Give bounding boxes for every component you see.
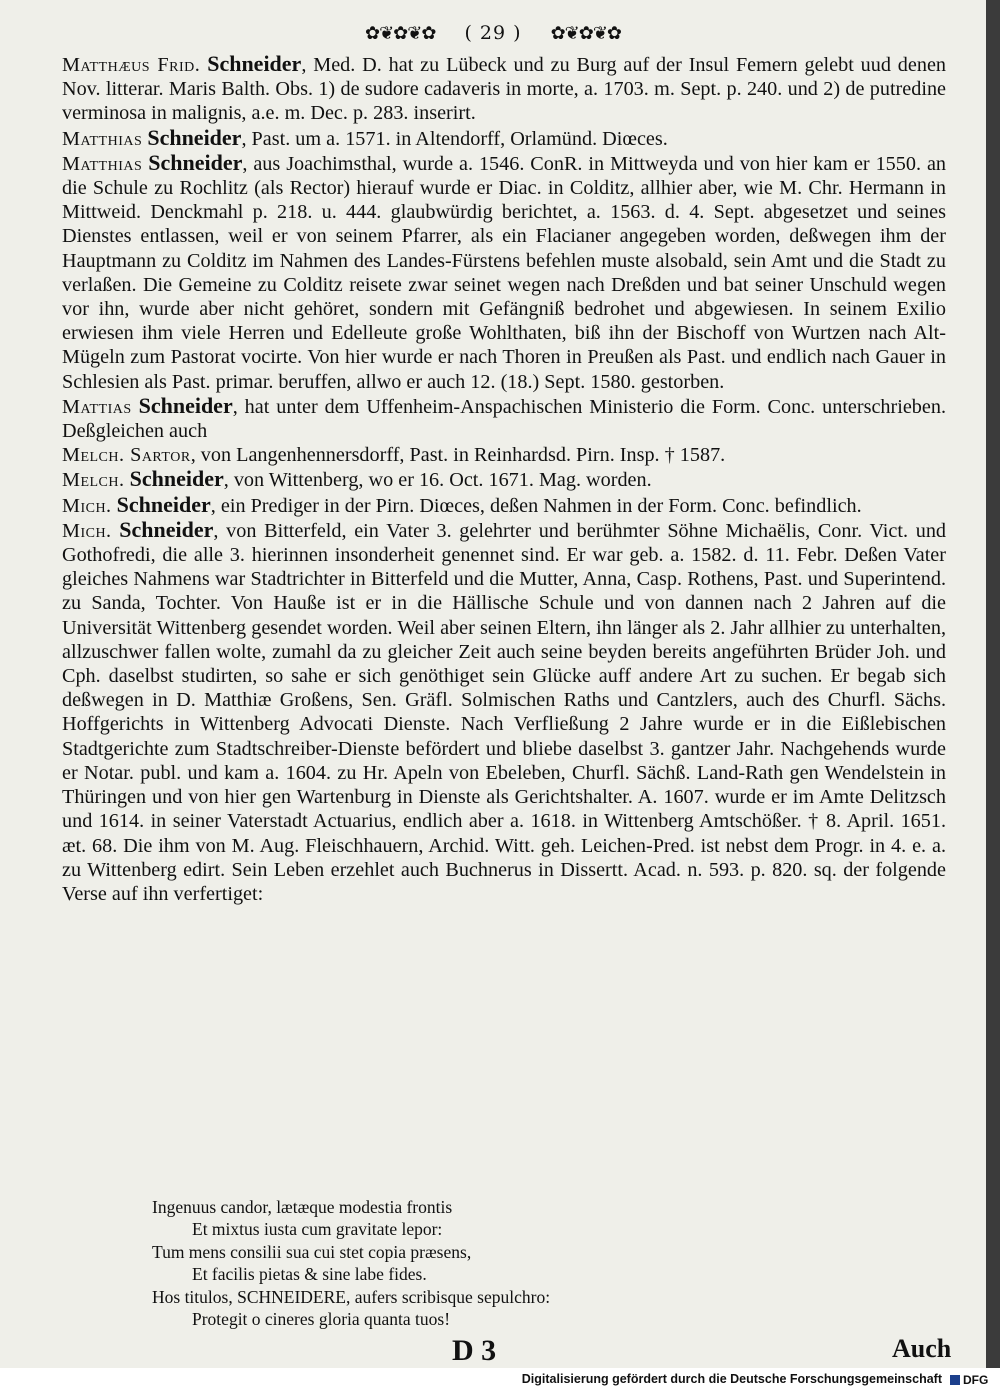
entry-name: Matthias xyxy=(62,152,143,175)
dfg-logo xyxy=(950,1371,994,1388)
entry xyxy=(62,443,946,467)
entry-text: , von Wittenberg, wo er 16. Oct. 1671. Mag. worden. xyxy=(223,469,652,492)
verse-line: Protegit o cineres gloria quanta tuos! xyxy=(192,1309,451,1330)
scan-edge xyxy=(986,0,1000,1368)
entry-name: Matthias xyxy=(62,127,143,150)
entry xyxy=(62,151,946,394)
entry-surname: Schneider xyxy=(119,516,214,542)
entry-surname: Schneider xyxy=(148,149,243,175)
verse-line: Et facilis pietas & sine labe fides. xyxy=(192,1264,427,1285)
entry-name: Matthæus Frid. xyxy=(62,54,201,76)
entry-text: , ein Prediger in der Pirn. Diœces, deßen Nahmen in der Form. Conc. befindlich. xyxy=(210,494,862,517)
entry-name: Mich. xyxy=(62,519,112,542)
verse-line: Tum mens consilii sua cui stet copia præsens, xyxy=(152,1241,472,1262)
entry xyxy=(62,394,946,443)
entry-text: , von Langenhennersdorff, Past. in Reinhardsd. Pirn. Insp. † 1587. xyxy=(190,444,726,467)
entries-body xyxy=(62,52,946,906)
entry-name: Melch. Sartor xyxy=(62,444,191,467)
epitaph-verse xyxy=(152,1196,972,1330)
entry-surname: Schneider xyxy=(207,51,302,76)
entry-name: Mattias xyxy=(62,395,132,418)
entry xyxy=(62,493,946,518)
catchword: Auch xyxy=(892,1334,952,1363)
verse-line: Hos titulos, SCHNEIDERE, aufers scribisque sepulchro: xyxy=(152,1286,551,1307)
entry-text: , aus Joachimsthal, wurde a. 1546. ConR. in Mittweyda und von hier kam er 1550. an die Schule zu Rochlitz (als Rector) hierauf wurde er Diac. in Colditz, allhier aber, wie M. Chr. Hermann in Mittweid. Denckmahl p. 218. u. 444. glaubwürdig berichtet, a. 1563. d. 4. Sept. abgesetzet und seines Dienstes entlassen, weil er von seinem Pfarrer, als ein Flacianer angegeben worden, deßwegen ihm der Hauptmann zu Colditz im Nahmen des Landes-Fürstens befehlen muste alsobald, sein Amt und die Stadt zu verlaßen. Die Gemeine zu Colditz reisete zwar seinet wegen nach Dreßden und bat seiner Unschuld wegen vor ihn, wurde aber nicht gehöret, sondern mit Gefängniß bedrohet und abgewiesen. In seinem Exilio erwiesen ihm viele Herren und Edelleute große Wohlthaten, biß ihn der Bischoff von Wurtzen nach Alt-Mügeln zum Pastorat vocirte. Von hier wurde er nach Thoren in Preußen als Past. und endlich nach Gauer in Schlesien als Past. primar. beruffen, allwo er auch 12. (18.) Sept. 1580. gestorben. xyxy=(62,152,947,393)
verse-line: Ingenuus candor, lætæque modestia frontis xyxy=(152,1197,453,1217)
dfg-logo-text: DFG xyxy=(963,1372,989,1387)
entry-surname: Schneider xyxy=(147,124,242,150)
page-header xyxy=(0,22,986,44)
entry-text: , von Bitterfeld, ein Vater 3. gelehrter und berühmter Söhne Michaëlis, Conr. Vict. und Gothofredi, die alle 3. hierinnen insonderheit genennet sind. Er war geb. a. 1582. d. 11. Febr. Deßen Vater gleiches Nahmens war Stadtrichter in Bitterfeld und die Mutter, Anna, Casp. Rothens, Past. und Superintend. zu Sanda, Tochter. Von Hauße ist er in die Hällische Schule und von dannen nach 2 Jahren auf die Universität Wittenberg gesendet worden. Weil aber seinen Eltern, ihn länger als 2. Jahr allhier zu unterhalten, allzuschwer fallen wolte, zumahl da zu gleicher Zeit auch seine beyden bereits angeführten Brüder Joh. und Cph. daselbst studirten, so sahe er sich genöthiget sein Glücke auff andere Art zu suchen. Er begab sich deßwegen in D. Matthiæ Großens, Sen. Gräfl. Solmischen Raths und Cantzlers, auch des Churfl. Sächs. Hoffgerichts in Wittenberg Advocati Dienste. Nach Verfließung 2 Jahre wurde er in die Eißlebischen Stadtgerichte zum Stadtschreiber-Dienste befördert und bliebe daselbst 3. gantzer Jahr. Nachgehends wurde er Notar. publ. und kam a. 1604. zu Hr. Apeln von Ebeleben, Churfl. Sächß. Land-Rath gen Wendelstein in Thüringen und von hier gen Wartenburg in Dienste als Gerichtshalter. A. 1607. wurde er im Amte Delitzsch und 1614. in seiner Vaterstadt Actuarius, endlich aber a. 1618. in Wittenberg Amtschößer. † 8. April. 1651. æt. 68. Die ihm von M. Aug. Fleischhauern, Archid. Witt. geh. Leichen-Pred. ist nebst dem Progr. in 4. e. a. zu Wittenberg edirt. Sein Leben erzehlet auch Buchnerus in Dissertt. Acad. n. 593. p. 820. sq. der folgende Verse auf ihn verfertiget: xyxy=(62,519,947,905)
ornament-right: ✿❦✿❦✿ xyxy=(550,23,622,44)
entry xyxy=(62,126,946,151)
footer-credit: Digitalisierung gefördert durch die Deutsche Forschungsgemeinschaft xyxy=(521,1372,942,1386)
entry-text: , Past. um a. 1571. in Altendorff, Orlamünd. Diœces. xyxy=(241,127,668,150)
digitization-footer xyxy=(0,1368,1000,1392)
entry-name: Mich. xyxy=(62,494,112,517)
entry-text: , hat unter dem Uffenheim-Anspachischen Ministerio die Form. Conc. unterschrieben. Deßgleichen auch xyxy=(62,395,947,443)
entry-text: , Med. D. hat zu Lübeck und zu Burg auf der Insul Femern gelebt uud denen Nov. litterar. Maris Balth. Obs. 1) de sudore cadaveris in morte, a. 1703. m. Sept. p. 240. und 2) de putredine verminosa in malignis, a.e. m. Dec. p. 283. inserirt. xyxy=(62,54,947,125)
verse-line: Et mixtus iusta cum gravitate lepor: xyxy=(192,1219,443,1240)
entry xyxy=(62,467,946,492)
signature-mark: D 3 xyxy=(452,1334,497,1367)
entry-surname: Schneider xyxy=(129,466,224,492)
dfg-logo-icon xyxy=(950,1375,960,1385)
entry-name: Melch. xyxy=(62,469,125,492)
ornament-left: ✿❦✿❦✿ xyxy=(364,23,436,44)
entry-surname: Schneider xyxy=(116,491,211,517)
entry xyxy=(62,518,946,906)
page-number: ( 29 ) xyxy=(464,22,522,44)
entry xyxy=(62,52,946,126)
entry-surname: Schneider xyxy=(138,392,233,418)
